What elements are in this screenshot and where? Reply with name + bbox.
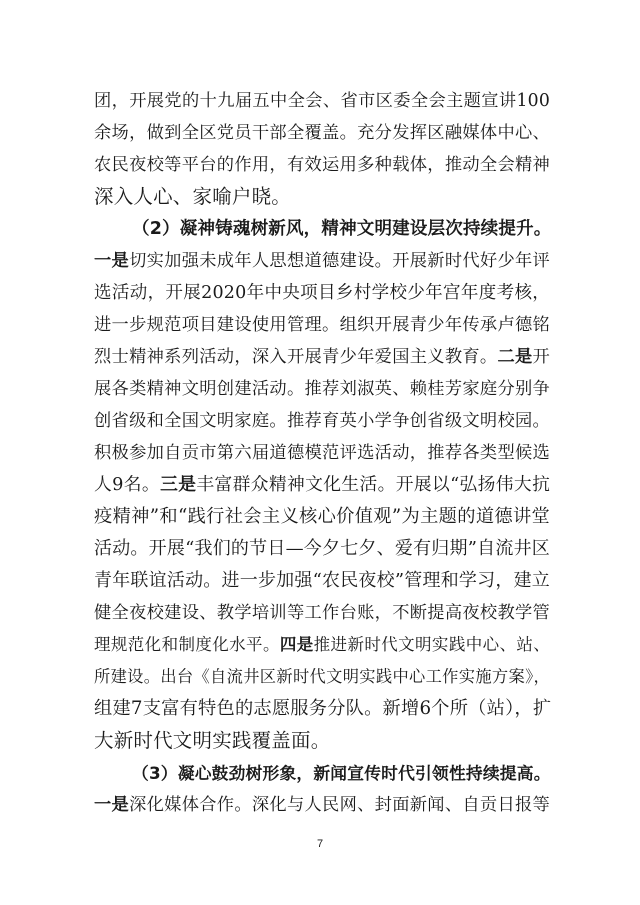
emphasis-label: 一是 <box>94 795 130 815</box>
section-heading: （3）凝心鼓劲树形象，新闻宣传时代引领性持续提高。 <box>132 763 551 783</box>
emphasis-label: 四是 <box>279 635 314 654</box>
text-line <box>94 246 550 276</box>
emphasis-label: 二是 <box>497 347 533 367</box>
text-span: 开 <box>532 347 550 367</box>
text-line: 大新时代文明实践覆盖面。 <box>94 729 331 752</box>
text-line: 选活动，开展2020年中央项目乡村学校少年宫年度考核， <box>94 283 550 303</box>
text-span: 人9名。 <box>94 475 161 495</box>
text-span: 烈士精神系列活动，深入开展青少年爱国主义教育。 <box>94 347 498 367</box>
page-number: 7 <box>316 838 324 850</box>
text-line: 创省级和全国文明家庭。推荐育英小学争创省级文明校园。 <box>94 411 550 431</box>
text-line: 深入人心、家喻户晓。 <box>94 185 292 208</box>
text-line <box>94 342 550 372</box>
text-line: 团，开展党的十九届五中全会、省市区委全会主题宣讲100 <box>94 91 550 111</box>
text-line: 农民夜校等平台的作用，有效运用多种载体，推动全会精神 <box>94 155 550 175</box>
text-span: 理规范化和制度化水平。 <box>94 635 280 654</box>
text-line: 疫精神”和“践行社会主义核心价值观”为主题的道德讲堂 <box>94 506 550 527</box>
text-line: 余场，做到全区党员干部全覆盖。充分发挥区融媒体中心、 <box>94 123 550 143</box>
text-line: 健全夜校建设、教学培训等工作台账，不断提高夜校教学管 <box>94 603 550 623</box>
section-heading: （2）凝神铸魂树新风，精神文明建设层次持续提升。 <box>132 219 552 239</box>
emphasis-label: 一是 <box>94 251 130 271</box>
text-line: 所建设。出台《自流井区新时代文明实践中心工作实施方案》， <box>94 667 550 686</box>
emphasis-label: 三是 <box>160 475 197 495</box>
text-span: 推进新时代文明实践中心、站、 <box>313 635 550 654</box>
text-span: 深化媒体合作。深化与人民网、封面新闻、自贡日报等 <box>129 795 550 815</box>
text-line: 展各类精神文明创建活动。推荐刘淑英、赖桂芳家庭分别争 <box>94 379 550 399</box>
text-line <box>94 470 550 500</box>
text-line <box>94 790 550 820</box>
text-line: 组建7支富有特色的志愿服务分队。新增6个所（站），扩 <box>94 698 552 719</box>
text-span: 切实加强未成年人思想道德建设。开展新时代好少年评 <box>129 251 550 271</box>
text-span: 丰富群众精神文化生活。开展以“弘扬伟大抗 <box>196 475 551 495</box>
text-line <box>94 630 550 660</box>
text-line: 积极参加自贡市第六届道德模范评选活动，推荐各类型候选 <box>94 443 550 463</box>
text-line: 进一步规范项目建设使用管理。组织开展青少年传承卢德铭 <box>94 315 550 335</box>
text-line: 青年联谊活动。进一步加强“农民夜校”管理和学习，建立 <box>94 570 550 591</box>
text-line: 活动。开展“我们的节日—今夕七夕、爱有归期”自流井区 <box>94 538 550 559</box>
